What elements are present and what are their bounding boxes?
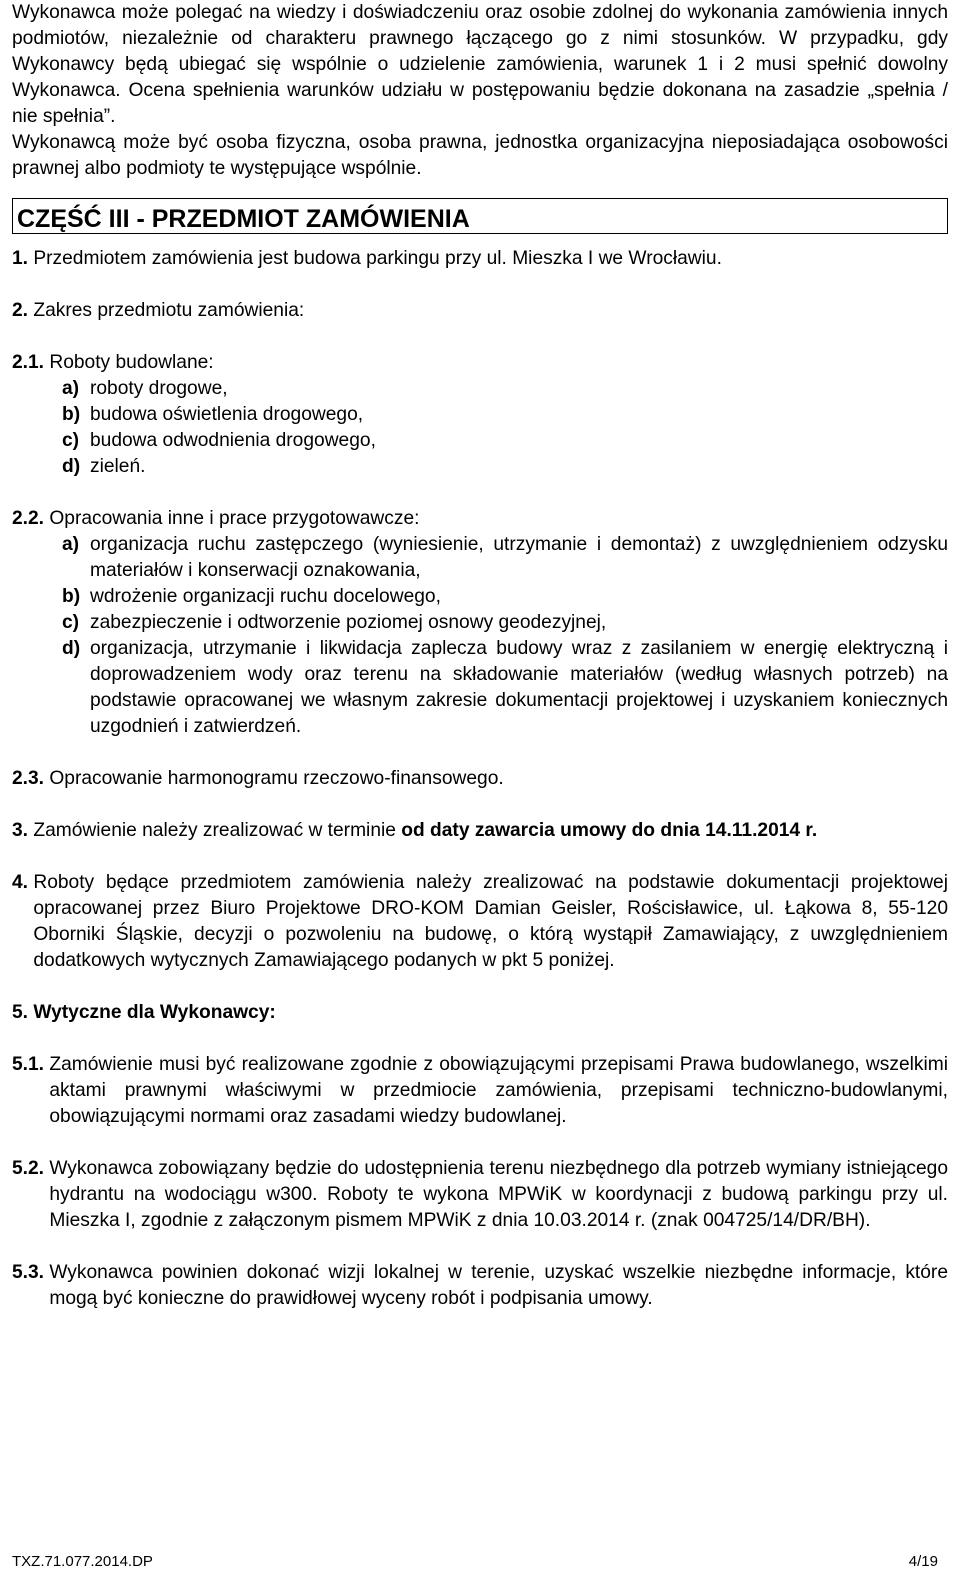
point-2-3-text: Opracowanie harmonogramu rzeczowo-finansowego. [49,768,504,789]
list-item [12,636,948,740]
section-heading-box [12,198,948,234]
point-5-number: 5. [12,1002,29,1023]
point-5-3 [12,1260,948,1312]
point-1 [12,246,948,272]
point-5-2-number: 5.2. [12,1158,45,1179]
section-heading: CZĘŚĆ III - PRZEDMIOT ZAMÓWIENIA [17,205,470,233]
point-3-deadline: od daty zawarcia umowy do dnia 14.11.2014 r. [401,820,818,841]
list-item-text: zieleń. [90,456,146,477]
list-item [12,584,948,610]
point-5-1-text: Zamówienie musi być realizowane zgodnie z obowiązującymi przepisami Prawa budowlanego, wszelkimi aktami prawnymi właściwymi w przedmiocie zamówienia, przepisami techniczno-budowlanymi, obowiązującymi normami oraz zasadami wiedzy budowlanej. [49,1054,948,1127]
point-3-number: 3. [12,820,29,841]
point-2-1 [12,350,948,376]
point-5-2-text: Wykonawca zobowiązany będzie do udostępnienia terenu niezbędnego dla potrzeb wymiany istniejącego hydrantu na wodociągu w300. Roboty te wykona MPWiK w koordynacji z budową parkingu przy ul. Mieszka I, zgodnie z załączonym pismem MPWiK z dnia 10.03.2014 r. (znak 004725/14/DR/BH). [49,1158,948,1231]
point-2-2-text: Opracowania inne i prace przygotowawcze: [49,508,420,529]
point-2-1-text: Roboty budowlane: [49,352,214,373]
point-4-text: Roboty będące przedmiotem zamówienia należy zrealizować na podstawie dokumentacji projektowej opracowanej przez Biuro Projektowe DRO-KOM Damian Geisler, Rościsławice, ul. Łąkowa 8, 55-120 Oborniki Śląskie, decyzji o pozwoleniu na budowę, o którą wystąpił Zamawiający, z uwzględnieniem dodatkowych wytycznych Zamawiającego podanych w pkt 5 poniżej. [33,872,948,971]
list-item-text: wdrożenie organizacji ruchu docelowego, [90,586,441,607]
point-2-number: 2. [12,300,29,321]
list-item [12,428,948,454]
intro-paragraph-2: Wykonawcą może być osoba fizyczna, osoba prawna, jednostka organizacyjna nieposiadająca osobowości prawnej albo podmioty te występujące wspólnie. [12,132,948,179]
list-item-label: b) [62,404,81,425]
point-2-3-number: 2.3. [12,768,45,789]
list-item-text: budowa odwodnienia drogowego, [90,430,376,451]
list-item-text: organizacja ruchu zastępczego (wyniesienie, utrzymanie i demontaż) z uwzględnieniem odzysku materiałów i konserwacji oznakowania, [90,534,948,581]
point-2-3 [12,766,948,792]
page-footer [12,1551,948,1573]
list-item-text: budowa oświetlenia drogowego, [90,404,364,425]
document-reference: TXZ.71.077.2014.DP [12,1553,153,1570]
point-5-3-number: 5.3. [12,1262,45,1283]
point-2-1-number: 2.1. [12,352,45,373]
list-item-label: d) [62,638,81,659]
intro-paragraph-1: Wykonawca może polegać na wiedzy i doświadczeniu oraz osobie zdolnej do wykonania zamówienia innych podmiotów, niezależnie od charakteru prawnego łączącego go z nimi stosunków. W przypadku, gdy Wykonawcy będą ubiegać się wspólnie o udzielenie zamówienia, warunek 1 i 2 musi spełnić dowolny Wykonawca. Ocena spełnienia warunków udziału w postępowaniu będzie dokonana na zasadzie „spełnia / nie spełnia”. [12,2,948,127]
list-item-label: d) [62,456,81,477]
point-4 [12,870,948,974]
list-item-text: organizacja, utrzymanie i likwidacja zaplecza budowy wraz z zasilaniem w energię elektryczną i doprowadzeniem wody oraz terenu na składowanie materiałów (według własnych potrzeb) na podstawie opracowanej we własnym zakresie dokumentacji projektowej i uzyskaniem koniecznych uzgodnień i zatwierdzeń. [90,638,948,737]
list-item [12,610,948,636]
point-3-text [33,818,948,844]
point-3-text-plain: Zamówienie należy zrealizować w terminie [33,820,402,841]
list-item-label: a) [62,534,80,555]
point-5-2 [12,1156,948,1234]
list-item [12,532,948,584]
point-4-number: 4. [12,872,29,893]
list-item [12,376,948,402]
list-item-label: a) [62,378,80,399]
list-item-label: b) [62,586,81,607]
point-1-text: Przedmiotem zamówienia jest budowa parkingu przy ul. Mieszka I we Wrocławiu. [33,248,722,269]
list-item [12,454,948,480]
page-number: 4/19 [908,1553,938,1570]
point-5-3-text: Wykonawca powinien dokonać wizji lokalnej w terenie, uzyskać wszelkie niezbędne informacje, które mogą być konieczne do prawidłowej wyceny robót i podpisania umowy. [49,1262,948,1309]
list-item-text: roboty drogowe, [90,378,228,399]
point-2-2 [12,506,948,532]
document-page [12,0,948,1312]
list-item-label: c) [62,430,80,451]
point-5-1 [12,1052,948,1130]
point-1-number: 1. [12,248,29,269]
point-2-text: Zakres przedmiotu zamówienia: [33,300,305,321]
point-5-text: Wytyczne dla Wykonawcy: [33,1002,276,1023]
point-5-1-number: 5.1. [12,1054,45,1075]
point-3 [12,818,948,844]
list-item-label: c) [62,612,80,633]
point-2 [12,298,948,324]
list-item [12,402,948,428]
point-2-2-number: 2.2. [12,508,45,529]
list-item-text: zabezpieczenie i odtworzenie poziomej osnowy geodezyjnej, [90,612,607,633]
point-5 [12,1000,948,1026]
